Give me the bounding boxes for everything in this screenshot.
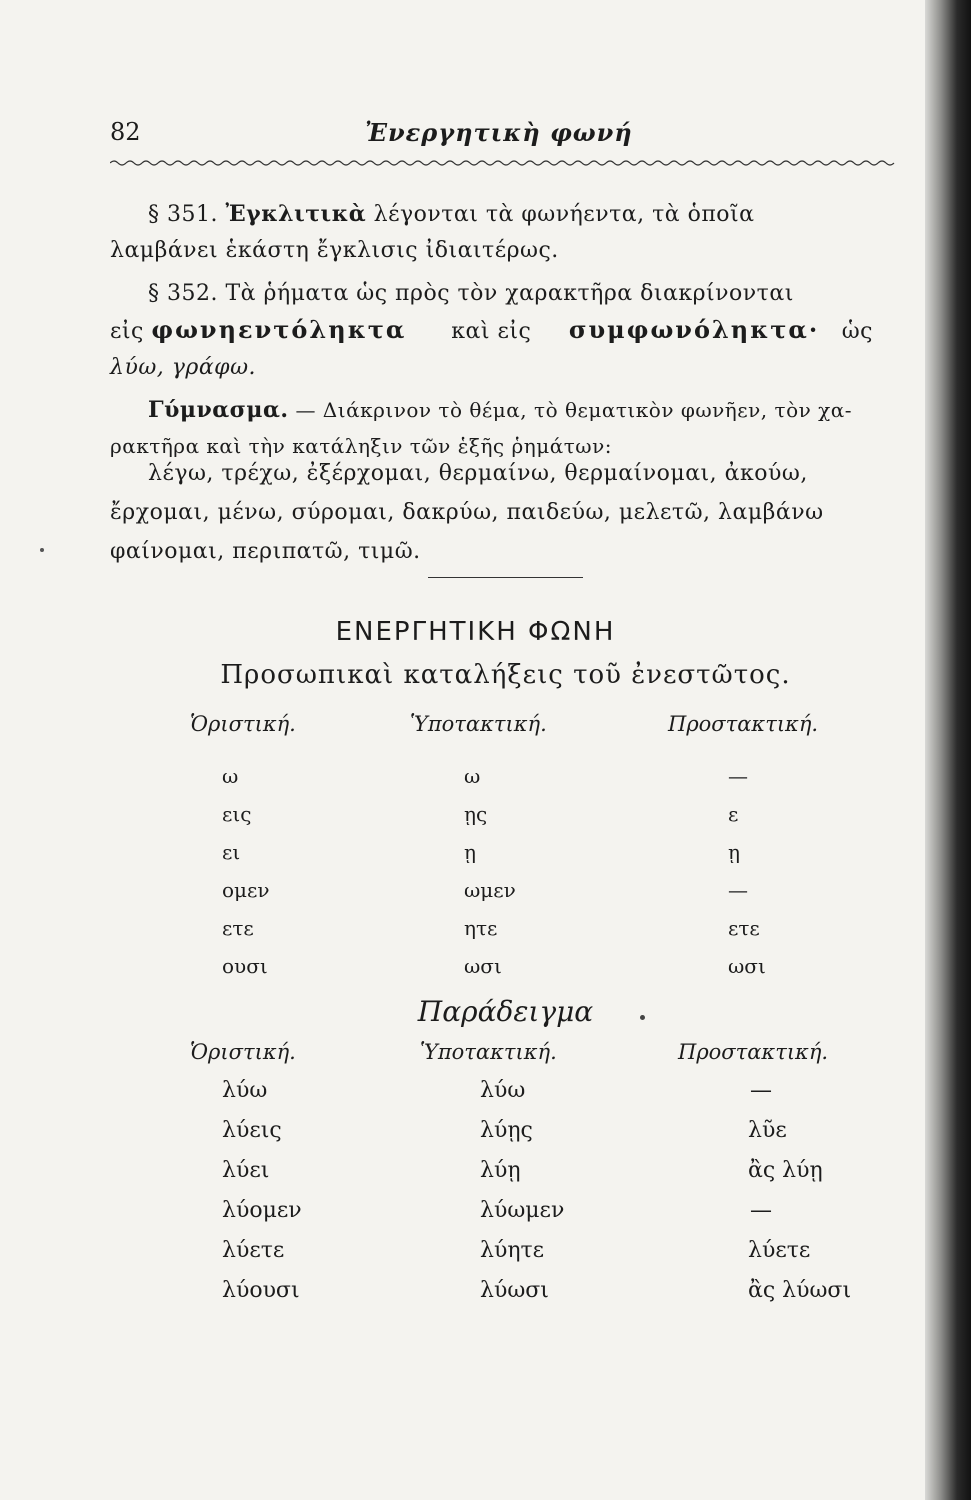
example-cell: λῦε [748, 1118, 787, 1143]
example-cell: λύῃ [480, 1158, 521, 1183]
endings-cell: ω [222, 764, 239, 788]
endings-cell: ωσι [464, 954, 502, 978]
example-cell: λύητε [480, 1238, 545, 1263]
paragraph-351-line2: λαμβάνει ἑκάστη ἔγκλισις ἰδιαιτέρως. [110, 238, 559, 263]
section-heading: ΕΝΕΡΓΗΤΙΚΗ ΦΩΝΗ [335, 617, 616, 647]
paragraph-text: καὶ εἰς [451, 319, 532, 344]
page-header [110, 118, 900, 158]
endings-cell: ει [222, 840, 241, 864]
paragraph-352 [110, 276, 910, 386]
endings-cell: ῃ [464, 840, 476, 864]
example-cell: λύωσι [480, 1278, 549, 1303]
endings-cell: ητε [464, 916, 498, 940]
endings-cell: ωμεν [464, 878, 516, 902]
example-cell: λύουσι [222, 1278, 300, 1303]
endings-cell: — [728, 764, 748, 788]
verb-list-line1: λέγω, τρέχω, ἐξέρχομαι, θερμαίνω, θερμαίνομαι, ἀκούω, [148, 461, 808, 486]
exercise-line2: ρακτῆρα καὶ τὴν κατάληξιν τῶν ἑξῆς ῥημάτων: [110, 434, 612, 458]
page-number: 82 [110, 118, 141, 146]
endings-cell: — [728, 878, 748, 902]
endings-cell: ετε [222, 916, 254, 940]
section-divider [428, 577, 583, 578]
paragraph-352-line1 [110, 276, 910, 312]
term-symfonoliktos: συμφωνόληκτα· [568, 315, 820, 344]
endings-cell: ομεν [222, 878, 270, 902]
endings-header-indicative: Ὁριστική. [190, 712, 296, 736]
print-speck [640, 1015, 645, 1020]
endings-cell: ωσι [728, 954, 766, 978]
paragraph-text: εἰς [110, 319, 144, 344]
paragraph-number: § 351. [148, 202, 218, 227]
verb-list [110, 454, 910, 571]
example-cell: λύετε [222, 1238, 285, 1263]
endings-cell: ῃς [464, 802, 488, 826]
example-cell: — [750, 1198, 772, 1223]
endings-cell: ουσι [222, 954, 268, 978]
example-header-subjunctive: Ὑποτακτική. [420, 1040, 557, 1064]
example-cell: — [750, 1078, 772, 1103]
example-title: Παράδειγμα [417, 995, 594, 1028]
exercise-line1 [110, 392, 910, 428]
endings-header-imperative: Προστακτική. [668, 712, 819, 736]
section-subheading: Προσωπικαὶ καταλήξεις τοῦ ἐνεστῶτος. [220, 660, 791, 690]
paragraph-351 [110, 196, 910, 269]
example-cell: ἂς λύωσι [748, 1278, 852, 1303]
paragraph-text: ὡς [841, 319, 873, 344]
example-cell: λύεις [222, 1118, 282, 1143]
running-title: Ἐνεργητικὴ φωνή [365, 118, 633, 147]
example-cell: λύετε [748, 1238, 811, 1263]
term-enklitika: Ἐγκλιτικὰ [225, 201, 367, 227]
verb-list-line2: ἔρχομαι, μένω, σύρομαι, δακρύω, παιδεύω, μελετῶ, λαμβάνω [110, 500, 824, 525]
endings-cell: εις [222, 802, 252, 826]
paragraph-351-line1 [110, 196, 910, 233]
paragraph-text: Τὰ ῥήματα ὡς πρὸς τὸν χαρακτῆρα διακρίνονται [225, 281, 794, 306]
example-cell: λύει [222, 1158, 270, 1183]
endings-cell: ῃ [728, 840, 740, 864]
endings-cell: ω [464, 764, 481, 788]
example-cell: λύομεν [222, 1198, 302, 1223]
paragraph-352-line3: λύω, γράφω. [110, 355, 257, 380]
example-cell: λύω [480, 1078, 526, 1103]
book-binding-shadow [925, 0, 971, 1500]
endings-header-subjunctive: Ὑποτακτική. [410, 712, 547, 736]
example-header-imperative: Προστακτική. [678, 1040, 829, 1064]
endings-cell: ε [728, 802, 739, 826]
exercise-label: Γύμνασμα. [148, 397, 289, 423]
example-cell: ἂς λύῃ [748, 1158, 823, 1183]
example-cell: λύῃς [480, 1118, 533, 1143]
verb-list-line3: φαίνομαι, περιπατῶ, τιμῶ. [110, 539, 421, 564]
example-header-indicative: Ὁριστική. [190, 1040, 296, 1064]
example-cell: λύω [222, 1078, 268, 1103]
wavy-header-rule [110, 158, 900, 168]
exercise-text: — Διάκρινον τὸ θέμα, τὸ θεματικὸν φωνῆεν, τὸν χα- [295, 398, 853, 422]
term-fonientoliktos: φωνηεντόληκτα [151, 315, 407, 344]
endings-cell: ετε [728, 916, 760, 940]
paragraph-text: λέγονται τὰ φωνήεντα, τὰ ὁποῖα [373, 202, 755, 227]
print-speck [40, 548, 44, 552]
paragraph-352-line2 [110, 312, 910, 350]
example-cell: λύωμεν [480, 1198, 565, 1223]
paragraph-number: § 352. [148, 281, 218, 306]
